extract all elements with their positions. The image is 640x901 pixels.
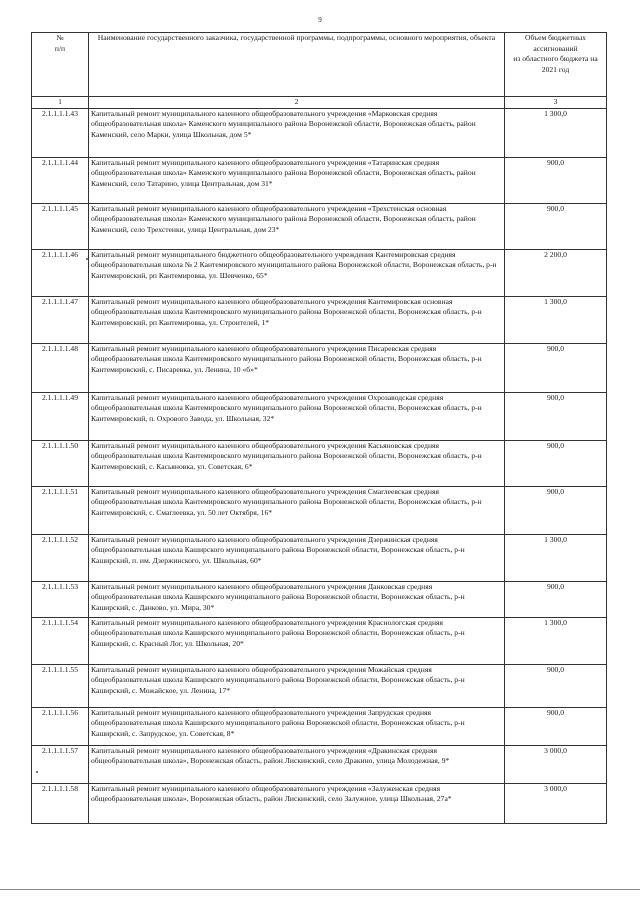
table-row bbox=[32, 296, 607, 343]
row-amount: 1 300,0 bbox=[505, 617, 607, 664]
table-row bbox=[32, 440, 607, 486]
budget-table bbox=[31, 32, 607, 824]
header-number: № п/п bbox=[32, 33, 89, 97]
row-code: 2.1.1.1.1.43 bbox=[32, 108, 89, 157]
row-name: Капитальный ремонт муниципального казенного общеобразовательного учреждения Смаглеевская средняя общеобразовательная школа Кантемировского муниципального района Воронежской области, Воронежская область, р-н Кантемировский, с. Смаглеевка, ул. 50 лет Октября, 16* bbox=[89, 486, 505, 534]
header-amount: Объем бюджетных ассигнований из областного бюджета на 2021 год bbox=[505, 33, 607, 97]
row-amount: 900,0 bbox=[505, 707, 607, 745]
table-row bbox=[32, 108, 607, 157]
table-row bbox=[32, 249, 607, 296]
row-code: 2.1.1.1.1.55 bbox=[32, 664, 89, 707]
row-code: 2.1.1.1.1.58 bbox=[32, 783, 89, 823]
row-amount: 1 300,0 bbox=[505, 534, 607, 581]
page-bottom-edge bbox=[0, 889, 640, 890]
row-name: Капитальный ремонт муниципального казенного общеобразовательного учреждения «Залуженская средняя общеобразовательная школа», Воронежская область, район Лискинский, село Залужное, улица Школьная, 27а* bbox=[89, 783, 505, 823]
row-code: 2.1.1.1.1.54 bbox=[32, 617, 89, 664]
table-row bbox=[32, 617, 607, 664]
row-amount: 900,0 bbox=[505, 203, 607, 249]
row-code: 2.1.1.1.1.51 bbox=[32, 486, 89, 534]
table-row bbox=[32, 203, 607, 249]
row-amount: 900,0 bbox=[505, 664, 607, 707]
row-name: Капитальный ремонт муниципального казенного общеобразовательного учреждения Можайская средняя общеобразовательная школа Каширского муниципального района Воронежской области, Воронежская область, р-н Каширский, с. Можайское, ул. Ленина, 17* bbox=[89, 664, 505, 707]
table-row bbox=[32, 745, 607, 783]
row-amount: 900,0 bbox=[505, 486, 607, 534]
row-code: 2.1.1.1.1.57 bbox=[32, 745, 89, 783]
scan-speck bbox=[86, 258, 88, 260]
row-name: Капитальный ремонт муниципального казенного общеобразовательного учреждения Дзержинская средняя общеобразовательная школа Каширского муниципального района Воронежской области, Воронежская область, р-н Каширский, п. им. Дзержинского, ул. Школьная, 60* bbox=[89, 534, 505, 581]
row-code: 2.1.1.1.1.53 bbox=[32, 581, 89, 617]
row-code: 2.1.1.1.1.46 bbox=[32, 249, 89, 296]
row-name: Капитальный ремонт муниципального казенного общеобразовательного учреждения Данковская средняя общеобразовательная школа Каширского муниципального района Воронежской области, Воронежская область, р-н Каширский, с. Данково, ул. Мира, 30* bbox=[89, 581, 505, 617]
table-row bbox=[32, 392, 607, 440]
row-code: 2.1.1.1.1.52 bbox=[32, 534, 89, 581]
row-code: 2.1.1.1.1.47 bbox=[32, 296, 89, 343]
row-amount: 900,0 bbox=[505, 440, 607, 486]
scan-speck bbox=[36, 771, 38, 773]
row-name: Капитальный ремонт муниципального казенного общеобразовательного учреждения Писаревская средняя общеобразовательная школа Кантемировского муниципального района Воронежской области, Воронежская область, р-н Кантемировский, с. Писаревка, ул. Ленина, 10 «б»* bbox=[89, 343, 505, 392]
header-name: Наименование государственного заказчика, государственной программы, подпрограммы, основного мероприятия, объекта bbox=[89, 33, 505, 97]
table-row bbox=[32, 783, 607, 823]
row-amount: 900,0 bbox=[505, 581, 607, 617]
table-row bbox=[32, 664, 607, 707]
table-row bbox=[32, 534, 607, 581]
table-row bbox=[32, 343, 607, 392]
page-number: 9 bbox=[318, 16, 322, 24]
row-amount: 900,0 bbox=[505, 392, 607, 440]
row-amount: 2 200,0 bbox=[505, 249, 607, 296]
row-name: Капитальный ремонт муниципального казенного общеобразовательного учреждения Краснологская средняя общеобразовательная школа Каширского муниципального района Воронежской области, Воронежская область, р-н Каширский, с. Красный Лог, ул. Школьная, 20* bbox=[89, 617, 505, 664]
row-amount: 3 000,0 bbox=[505, 745, 607, 783]
row-name: Капитальный ремонт муниципального бюджетного общеобразовательного учреждения Кантемировская средняя общеобразовательная школа № 2 Кантемировского муниципального района Воронежской области, Воронежская область, р-н Кантемировский, рп Кантемировка, ул. Шевченко, 65* bbox=[89, 249, 505, 296]
table-row bbox=[32, 157, 607, 203]
column-number: 1 bbox=[32, 97, 89, 109]
column-number: 2 bbox=[89, 97, 505, 109]
row-amount: 900,0 bbox=[505, 343, 607, 392]
row-amount: 900,0 bbox=[505, 157, 607, 203]
row-name: Капитальный ремонт муниципального казенного общеобразовательного учреждения «Татаринская средняя общеобразовательная школа» Каменского муниципального района Воронежской области, Воронежская область, район Каменский, село Татарино, улица Центральная, дом 31* bbox=[89, 157, 505, 203]
row-name: Капитальный ремонт муниципального казенного общеобразовательного учреждения Кантемировская основная общеобразовательная школа Кантемировского муниципального района Воронежской области, Воронежская область, р-н Кантемировский, рп Кантемировка, ул. Строителей, 1* bbox=[89, 296, 505, 343]
row-name: Капитальный ремонт муниципального казенного общеобразовательного учреждения «Марковская средняя общеобразовательная школа» Каменского муниципального района Воронежской области, Воронежская область, район Каменский, село Марки, улица Школьная, дом 5* bbox=[89, 108, 505, 157]
row-name: Капитальный ремонт муниципального казенного общеобразовательного учреждения «Дракинская средняя общеобразовательная школа», Воронежская область, район Лискинский, село Дракино, улица Молодежная, 9* bbox=[89, 745, 505, 783]
table-header-row bbox=[32, 33, 607, 97]
table-row bbox=[32, 707, 607, 745]
row-amount: 1 300,0 bbox=[505, 108, 607, 157]
row-name: Капитальный ремонт муниципального казенного общеобразовательного учреждения Охрозаводская средняя общеобразовательная школа Кантемировского муниципального района Воронежской области, Воронежская область, р-н Кантемировский, п. Охрового Завода, ул. Школьная, 32* bbox=[89, 392, 505, 440]
row-code: 2.1.1.1.1.49 bbox=[32, 392, 89, 440]
row-name: Капитальный ремонт муниципального казенного общеобразовательного учреждения Касьяновская средняя общеобразовательная школа Кантемировского муниципального района Воронежской области, Воронежская область, р-н Кантемировский, с. Касьяновка, ул. Советская, 6* bbox=[89, 440, 505, 486]
row-amount: 3 000,0 bbox=[505, 783, 607, 823]
row-code: 2.1.1.1.1.44 bbox=[32, 157, 89, 203]
row-name: Капитальный ремонт муниципального казенного общеобразовательного учреждения Запрудская средняя общеобразовательная школа Каширского муниципального района Воронежской области, Воронежская область, р-н Каширский, с. Запрудское, ул. Советская, 8* bbox=[89, 707, 505, 745]
table-row bbox=[32, 486, 607, 534]
row-code: 2.1.1.1.1.48 bbox=[32, 343, 89, 392]
row-code: 2.1.1.1.1.45 bbox=[32, 203, 89, 249]
row-name: Капитальный ремонт муниципального казенного общеобразовательного учреждения «Трехстенская основная общеобразовательная школа» Каменского муниципального района Воронежской области, Воронежская область, район Каменский, село Трехстенки, улица Центральная, дом 23* bbox=[89, 203, 505, 249]
row-code: 2.1.1.1.1.50 bbox=[32, 440, 89, 486]
column-number-row bbox=[32, 97, 607, 109]
table-row bbox=[32, 581, 607, 617]
column-number: 3 bbox=[505, 97, 607, 109]
row-code: 2.1.1.1.1.56 bbox=[32, 707, 89, 745]
row-amount: 1 300,0 bbox=[505, 296, 607, 343]
